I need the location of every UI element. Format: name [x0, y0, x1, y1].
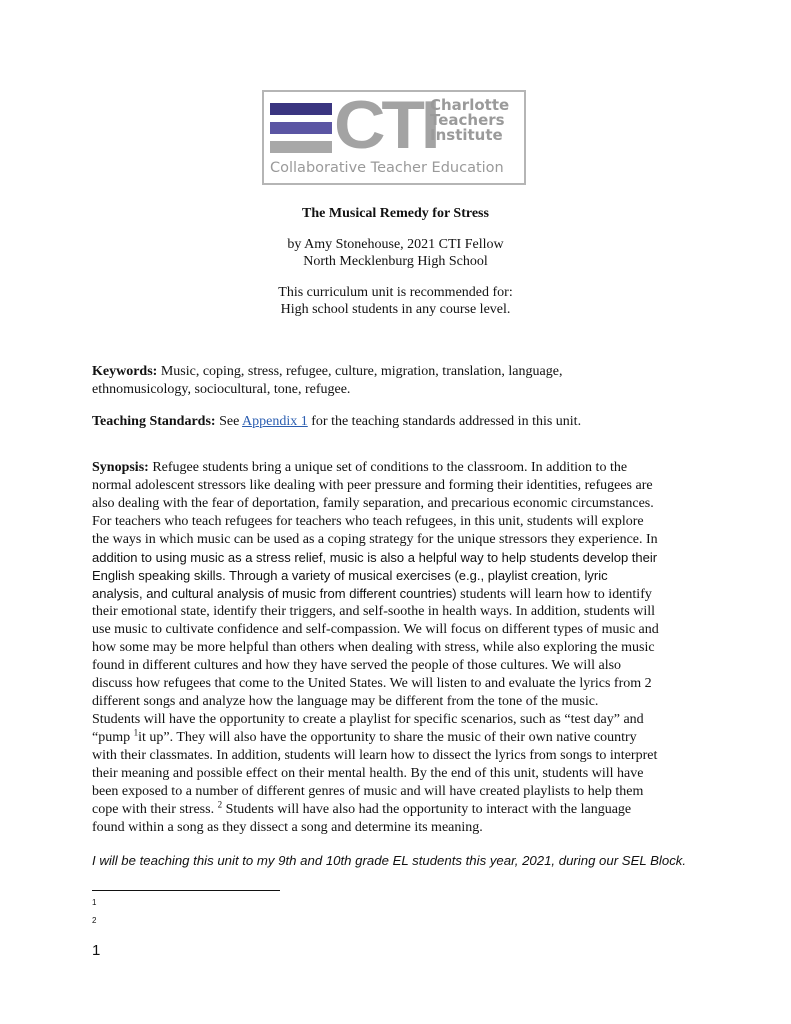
synopsis-text: how some may be more helpful than others when dealing with stress, while also exploring the music [92, 640, 655, 655]
synopsis-text: addition to using music as a stress relief, music is also a helpful way to help students develop their [92, 550, 658, 565]
synopsis-line [92, 513, 644, 531]
synopsis-text: the ways in which music can be used as a coping strategy for the unique stressors they experience. In [92, 532, 658, 547]
synopsis-text: For teachers who teach refugees for teachers who teach refugees, in this unit, students will explore [92, 514, 644, 529]
synopsis-text: found in different cultures and how they have served the people of those cultures. We will also [92, 658, 622, 673]
synopsis-line [92, 477, 653, 495]
synopsis-line [92, 747, 657, 765]
synopsis-line [92, 657, 621, 675]
school: North Mecklenburg High School [303, 254, 488, 269]
synopsis-text: it up”. They will also have the opportunity to share the music of their own native country [138, 730, 637, 745]
standards-label: Teaching Standards: [92, 414, 216, 429]
synopsis-text: Refugee students bring a unique set of conditions to the classroom. In addition to the [148, 460, 628, 475]
synopsis-text: cope with their stress. [92, 802, 218, 817]
synopsis-text: Students will have the opportunity to create a playlist for specific scenarios, such as “test day” and [92, 712, 644, 727]
synopsis-text: English speaking skills. Through a variety of musical exercises (e.g., playlist creation, lyric [92, 568, 608, 583]
synopsis-text: students will learn how to identify [456, 587, 652, 602]
cti-logo [262, 87, 526, 185]
footnote-reference: 2 [217, 799, 223, 810]
synopsis-text: found within a song as they dissect a song and determine its meaning. [92, 820, 483, 835]
synopsis-text: “pump [92, 730, 134, 745]
synopsis-line [92, 783, 643, 801]
synopsis-line [92, 801, 631, 819]
synopsis-text: their emotional state, identify their triggers, and self-soothe in health ways. In addition, students will [92, 604, 655, 619]
document-title: The Musical Remedy for Stress [302, 206, 489, 221]
synopsis-line [92, 693, 598, 711]
synopsis-line [92, 819, 483, 837]
synopsis-text: also dealing with the fear of deportation, family separation, and precarious economic circumstances. [92, 496, 654, 511]
byline: by Amy Stonehouse, 2021 CTI Fellow [287, 237, 504, 252]
synopsis-line [92, 765, 643, 783]
logo-bar-gray [270, 141, 332, 153]
synopsis-text: discuss how refugees that come to the United States. We will listen to and evaluate the lyrics from 2 [92, 676, 652, 691]
footnote-1: 1 [92, 898, 97, 907]
synopsis-line [92, 639, 655, 657]
synopsis-text: with their classmates. In addition, students will learn how to dissect the lyrics from songs to interpret [92, 748, 658, 763]
synopsis-line [92, 621, 659, 639]
logo-name [430, 98, 509, 143]
synopsis-text: been exposed to a number of different genres of music and will have created playlists to help them [92, 784, 644, 799]
synopsis-line [92, 711, 644, 729]
footnote-separator [92, 890, 280, 891]
synopsis-line [92, 729, 637, 747]
synopsis-line [92, 567, 608, 586]
synopsis-text: use music to cultivate confidence and self-compassion. We will focus on different types of music and [92, 622, 659, 637]
footnote-2: 2 [92, 916, 97, 925]
synopsis-label: Synopsis: [92, 460, 149, 475]
footnote-reference: 1 [133, 727, 139, 738]
page-number: 1 [92, 942, 101, 959]
logo-name-line: Teachers [430, 111, 505, 129]
logo-tagline: Collaborative Teacher Education [270, 160, 504, 176]
synopsis-text: analysis, and cultural analysis of music from different countries) [92, 586, 457, 601]
keywords-line2: ethnomusicology, sociocultural, tone, refugee. [92, 382, 351, 397]
synopsis-text: normal adolescent stressors like dealing with peer pressure and forming their identities, refugees are [92, 478, 653, 493]
standards-text: See [215, 414, 243, 429]
standards-text: for the teaching standards addressed in this unit. [307, 414, 582, 429]
appendix-link[interactable]: Appendix 1 [242, 414, 308, 429]
logo-name-line: Institute [430, 126, 503, 144]
keywords [92, 363, 562, 381]
logo-mark: CTI [334, 87, 437, 163]
recommended-value: High school students in any course level. [280, 302, 511, 317]
synopsis-line [92, 531, 658, 549]
keywords-text: Music, coping, stress, refugee, culture, migration, translation, language, [157, 364, 563, 379]
synopsis-text: Students will have also had the opportunity to interact with the language [222, 802, 632, 817]
recommended-label: This curriculum unit is recommended for: [278, 285, 513, 300]
logo-bar-purple [270, 122, 332, 134]
logo-name-line: Charlotte [430, 96, 510, 114]
synopsis-line [92, 603, 655, 621]
keywords-label: Keywords: [92, 364, 158, 379]
logo-bar-navy [270, 103, 332, 115]
synopsis-line [92, 549, 657, 568]
synopsis-line [92, 459, 627, 477]
synopsis-line [92, 675, 652, 693]
closing-note: I will be teaching this unit to my 9th and 10th grade EL students this year, 2021, during our SEL Block. [92, 853, 687, 868]
synopsis-text: their meaning and possible effect on their mental health. By the end of this unit, students will have [92, 766, 644, 781]
synopsis-text: different songs and analyze how the language may be different from the tone of the music. [92, 694, 599, 709]
teaching-standards [92, 413, 581, 431]
synopsis-line [92, 495, 654, 513]
synopsis-line [92, 585, 652, 604]
